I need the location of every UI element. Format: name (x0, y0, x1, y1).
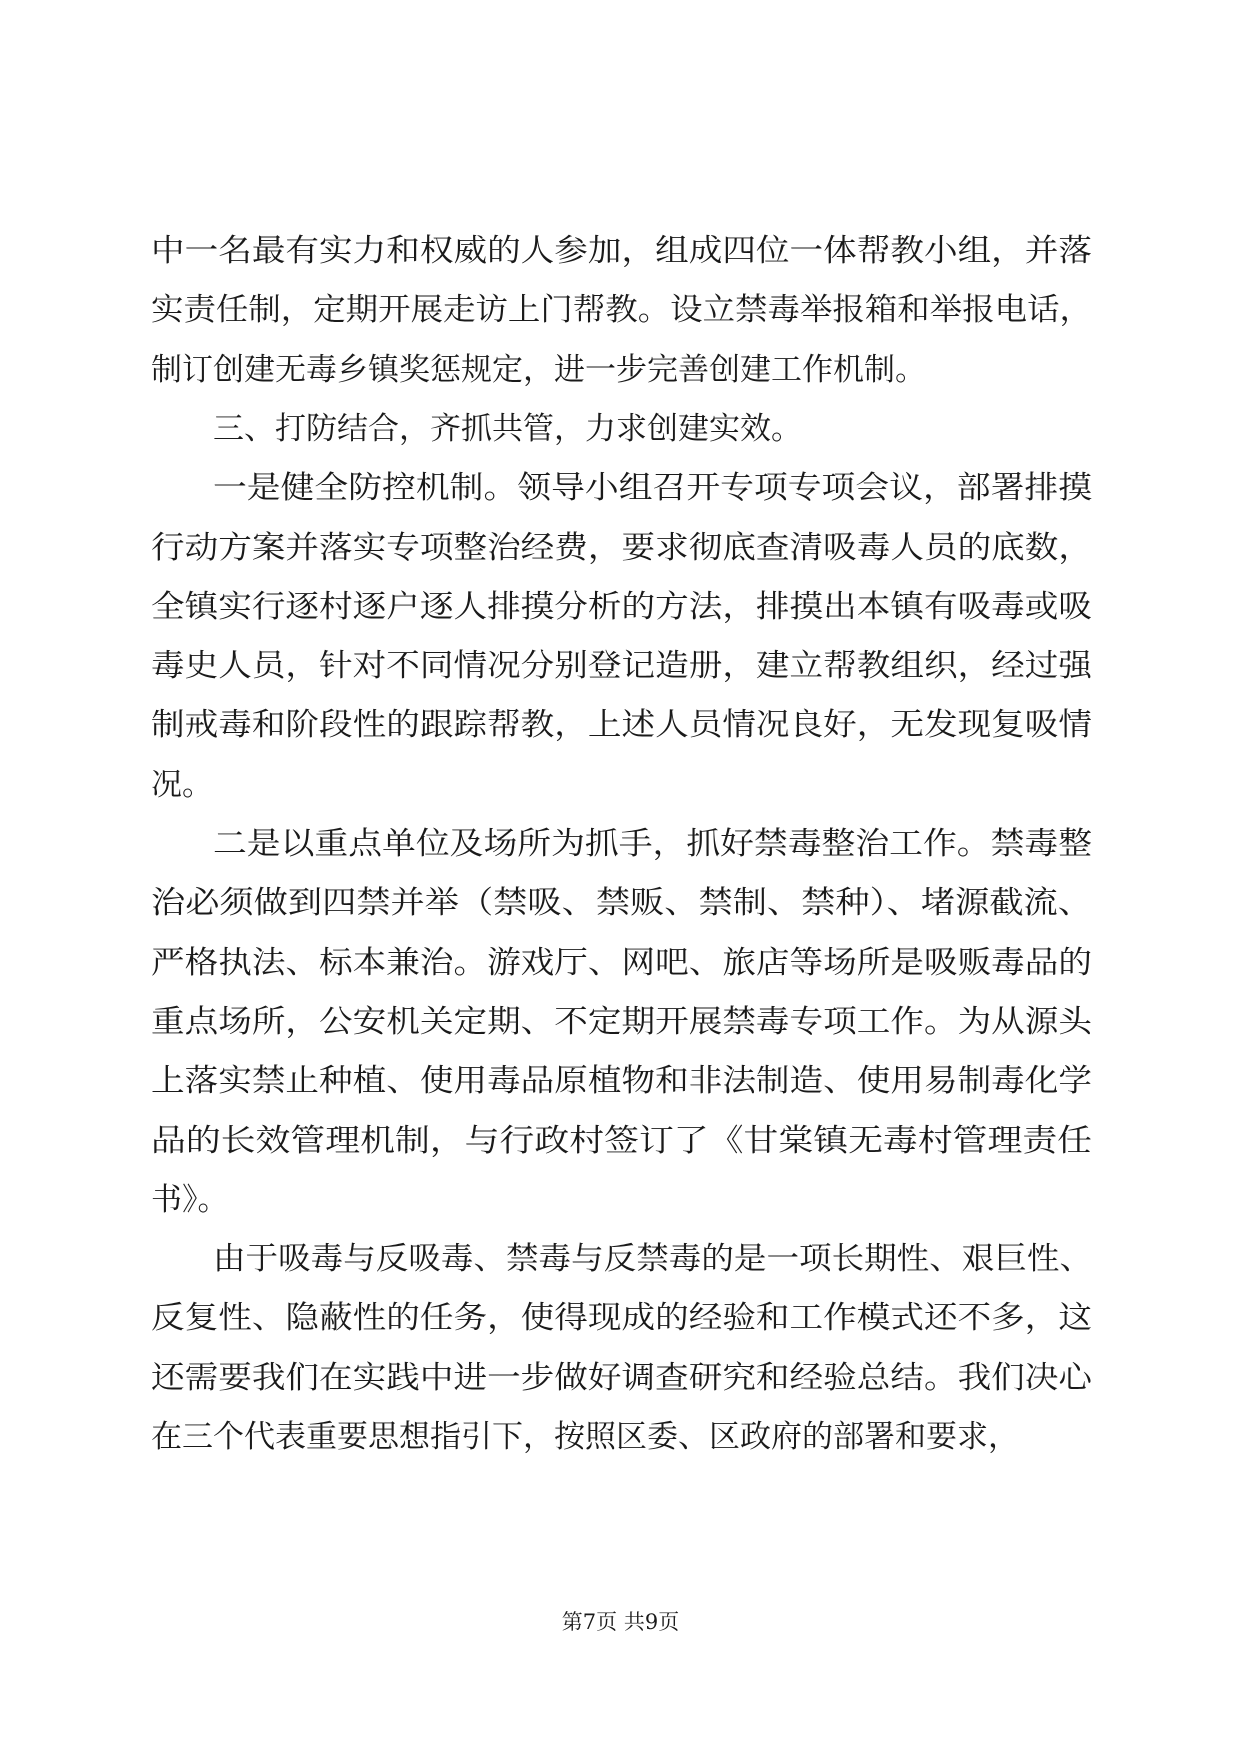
text-line (151, 1349, 1092, 1408)
text-line-content: 制戒毒和阶段性的跟踪帮教，上述人员情况良好，无发现复吸情 (151, 707, 1092, 743)
text-line (151, 341, 926, 400)
text-line (151, 1171, 229, 1230)
text-line (213, 400, 802, 459)
text-line-content: 毒史人员，针对不同情况分别登记造册，建立帮教组织，经过强 (151, 648, 1092, 684)
text-line (213, 459, 1093, 518)
text-line-content: 实责任制，定期开展走访上门帮教。设立禁毒举报箱和举报电话， (151, 292, 1092, 328)
text-line (151, 696, 1092, 755)
text-line-content: 况。 (151, 767, 213, 803)
page-footer: 第7页 共9页 (561, 1610, 680, 1634)
text-line-content: 严格执法、标本兼治。游戏厅、网吧、旅店等场所是吸贩毒品的 (151, 945, 1092, 981)
text-line-content: 书》。 (151, 1182, 229, 1218)
text-line (151, 874, 1092, 933)
text-line (213, 815, 1093, 874)
text-line (151, 1408, 1019, 1467)
text-line-content: 重点场所，公安机关定期、不定期开展禁毒专项工作。为从源头 (151, 1004, 1092, 1040)
text-line-content: 在三个代表重要思想指引下，按照区委、区政府的部署和要求， (151, 1419, 1019, 1455)
text-line-content: 由于吸毒与反吸毒、禁毒与反禁毒的是一项长期性、艰巨性、 (213, 1241, 1093, 1277)
text-line (151, 281, 1092, 340)
text-line (151, 1052, 1092, 1111)
text-line-content: 一是健全防控机制。领导小组召开专项专项会议，部署排摸 (213, 470, 1093, 506)
text-line (151, 1289, 1092, 1348)
text-line (151, 637, 1092, 696)
text-line-content: 反复性、隐蔽性的任务，使得现成的经验和工作模式还不多，这 (151, 1300, 1092, 1336)
text-line (151, 993, 1092, 1052)
text-line (151, 934, 1092, 993)
text-line-content: 还需要我们在实践中进一步做好调查研究和经验总结。我们决心 (151, 1360, 1092, 1396)
text-line (151, 222, 1092, 281)
text-line-content: 上落实禁止种植、使用毒品原植物和非法制造、使用易制毒化学 (151, 1063, 1092, 1099)
text-line (151, 578, 1092, 637)
text-line-content: 治必须做到四禁并举（禁吸、禁贩、禁制、禁种）、堵源截流、 (151, 885, 1092, 921)
text-line-content: 制订创建无毒乡镇奖惩规定，进一步完善创建工作机制。 (151, 352, 926, 388)
text-line-content: 行动方案并落实专项整治经费，要求彻底查清吸毒人员的底数， (151, 530, 1092, 566)
text-line-content: 二是以重点单位及场所为抓手，抓好禁毒整治工作。禁毒整 (213, 826, 1093, 862)
text-line-content: 全镇实行逐村逐户逐人排摸分析的方法，排摸出本镇有吸毒或吸 (151, 589, 1092, 625)
text-line-content: 品的长效管理机制，与行政村签订了《甘棠镇无毒村管理责任 (151, 1123, 1093, 1159)
text-line-content: 三、打防结合，齐抓共管，力求创建实效。 (213, 411, 802, 447)
text-line-content: 中一名最有实力和权威的人参加，组成四位一体帮教小组，并落 (151, 233, 1092, 269)
text-line (151, 519, 1092, 578)
text-line (151, 756, 213, 815)
text-line (213, 1230, 1093, 1289)
text-line (151, 1112, 1093, 1171)
